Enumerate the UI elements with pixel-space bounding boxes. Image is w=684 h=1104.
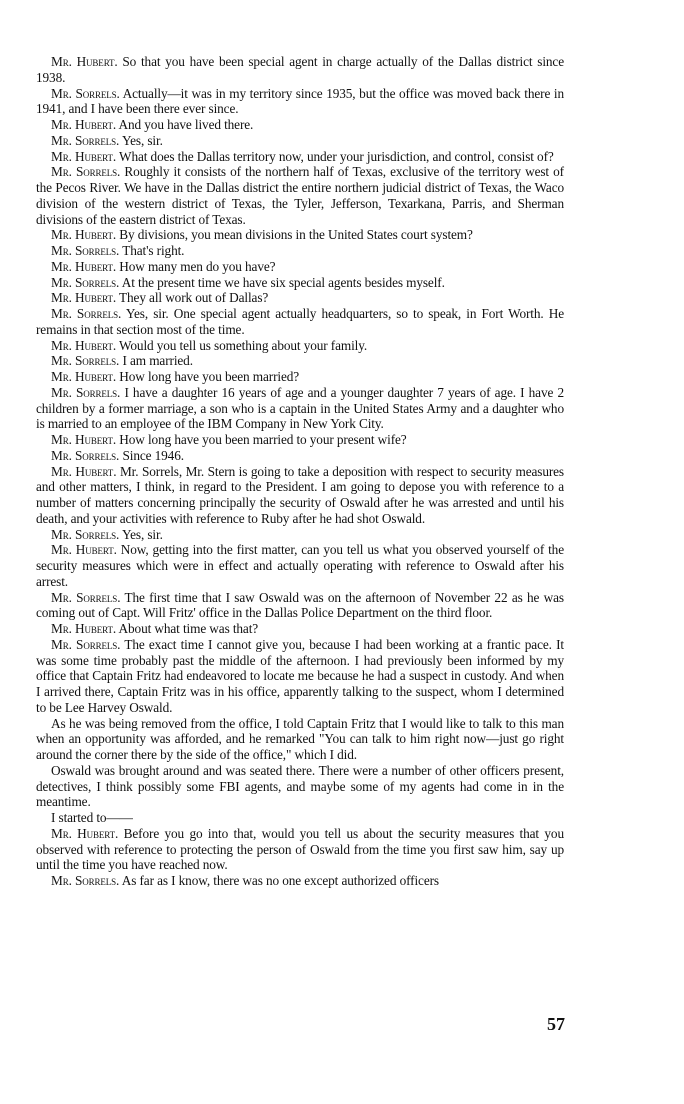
- testimony-statement: How long have you been married to your present wife?: [119, 432, 407, 447]
- testimony-paragraph: [36, 275, 564, 291]
- testimony-paragraph: [36, 164, 564, 227]
- speaker-name: Mr. Sorrels.: [51, 589, 121, 605]
- testimony-paragraph: [36, 227, 564, 243]
- testimony-statement: Yes, sir.: [121, 132, 163, 148]
- testimony-statement: Now, getting into the first matter, can you tell us what you observed yourself of the security measures which were in effect and actually operating with reference to Oswald after his arrest.: [36, 542, 564, 589]
- testimony-paragraph: [36, 149, 564, 165]
- speaker-name: Mr. Hubert.: [51, 227, 117, 243]
- speaker-name: Mr. Hubert.: [51, 825, 119, 841]
- speaker-name: Mr. Hubert.: [51, 54, 118, 69]
- testimony-statement: I am married.: [122, 353, 193, 369]
- testimony-statement: Since 1946.: [122, 447, 184, 463]
- testimony-statement: They all work out of Dallas?: [119, 290, 269, 306]
- speaker-name: Mr. Sorrels.: [51, 243, 120, 258]
- testimony-paragraph: [36, 86, 564, 118]
- speaker-name: Mr. Sorrels.: [51, 132, 120, 148]
- speaker-name: Mr. Hubert.: [51, 258, 117, 274]
- speaker-name: Mr. Hubert.: [51, 369, 117, 384]
- testimony-statement: Yes, sir. One special agent actually headquarters, so to speak, in Fort Worth. He remains in that section most of the time.: [36, 306, 564, 337]
- speaker-name: Mr. Hubert.: [51, 148, 117, 164]
- speaker-name: Mr. Sorrels.: [51, 526, 120, 542]
- testimony-statement: Yes, sir.: [121, 526, 163, 542]
- testimony-paragraph: [36, 432, 564, 448]
- speaker-name: Mr. Sorrels.: [51, 447, 120, 463]
- testimony-paragraph: [36, 385, 564, 432]
- testimony-statement: As far as I know, there was no one except authorized officers: [121, 873, 439, 888]
- testimony-paragraph: [36, 117, 564, 133]
- testimony-statement: That's right.: [122, 243, 185, 258]
- speaker-name: Mr. Sorrels.: [51, 306, 122, 321]
- testimony-statement: By divisions, you mean divisions in the United States court system?: [119, 227, 473, 243]
- testimony-paragraph: [36, 464, 564, 527]
- speaker-name: Mr. Sorrels.: [51, 274, 120, 290]
- speaker-name: Mr. Sorrels.: [51, 636, 121, 652]
- testimony-paragraph: [36, 353, 564, 369]
- testimony-statement: What does the Dallas territory now, under your jurisdiction, and control, consist of?: [119, 148, 554, 164]
- testimony-statement: As he was being removed from the office, I told Captain Fritz that I would like to talk to this man when an opportunity was afforded, and he remarked "You can talk to him right now—just go right around the corner there by the side of the office," which I did.: [36, 715, 564, 762]
- speaker-name: Mr. Sorrels.: [51, 85, 120, 101]
- testimony-text: [36, 54, 564, 889]
- testimony-paragraph: [36, 716, 564, 763]
- testimony-paragraph: [36, 306, 564, 338]
- testimony-paragraph: [36, 542, 564, 589]
- testimony-statement: Actually—it was in my territory since 1935, but the office was moved back there in 1941, and I have been there ever since.: [36, 85, 564, 117]
- testimony-paragraph: [36, 448, 564, 464]
- speaker-name: Mr. Sorrels.: [51, 873, 120, 888]
- speaker-name: Mr. Hubert.: [51, 463, 117, 479]
- testimony-paragraph: [36, 873, 564, 889]
- testimony-statement: At the present time we have six special agents besides myself.: [121, 274, 445, 290]
- speaker-name: Mr. Hubert.: [51, 290, 117, 306]
- testimony-statement: I started to——: [51, 810, 133, 825]
- testimony-statement: I have a daughter 16 years of age and a younger daughter 7 years of age. I have 2 children by a former marriage, a son who is a captain in the United States Army and a daughter who is married to an employee of the IBM Company in New York City.: [36, 384, 564, 432]
- testimony-statement: Before you go into that, would you tell us about the security measures that you observed with reference to protecting the person of Oswald from the time you first saw him, say up until the time you have reached now.: [36, 825, 564, 873]
- testimony-paragraph: [36, 369, 564, 385]
- testimony-paragraph: [36, 133, 564, 149]
- testimony-paragraph: [36, 826, 564, 873]
- testimony-paragraph: [36, 527, 564, 543]
- speaker-name: Mr. Hubert.: [51, 542, 117, 558]
- testimony-statement: How many men do you have?: [119, 258, 276, 274]
- testimony-paragraph: [36, 621, 564, 637]
- testimony-paragraph: [36, 763, 564, 810]
- testimony-statement: The first time that I saw Oswald was on the afternoon of November 22 as he was coming out of Capt. Will Fritz' office in the Dallas Police Department on the third floor.: [36, 589, 564, 621]
- testimony-statement: And you have lived there.: [118, 117, 254, 132]
- testimony-statement: How long have you been married?: [119, 369, 300, 384]
- speaker-name: Mr. Sorrels.: [51, 384, 121, 400]
- speaker-name: Mr. Hubert.: [51, 117, 117, 132]
- testimony-statement: The exact time I cannot give you, because I had been working at a frantic pace. It was some time probably past the middle of the afternoon. I had previously been informed by my office that Captain Fritz had endeavored to locate me because he had a suspect in custody. And when I arrived there, Captain Fritz was in his office, apparently talking to the suspect, whom I determined to be Lee Harvey Oswald.: [36, 636, 564, 715]
- speaker-name: Mr. Sorrels.: [51, 353, 120, 369]
- testimony-paragraph: [36, 54, 564, 86]
- testimony-paragraph: [36, 637, 564, 716]
- testimony-paragraph: [36, 338, 564, 354]
- testimony-statement: Mr. Sorrels, Mr. Stern is going to take a deposition with respect to security measures and other matters, I think, in regard to the President. I am going to depose you with reference to a number of matters concerning principally the security of Oswald after he was arrested and until his death, and your activities with reference to Ruby after he had shot Oswald.: [36, 463, 564, 526]
- testimony-statement: About what time was that?: [118, 621, 259, 636]
- speaker-name: Mr. Hubert.: [51, 621, 117, 636]
- speaker-name: Mr. Sorrels.: [51, 164, 121, 180]
- speaker-name: Mr. Hubert.: [51, 432, 117, 447]
- testimony-statement: Would you tell us something about your family.: [119, 337, 368, 353]
- testimony-paragraph: [36, 259, 564, 275]
- testimony-paragraph: [36, 290, 564, 306]
- page-number: 57: [547, 1014, 565, 1034]
- testimony-statement: Oswald was brought around and was seated there. There were a number of other officers present, detectives, I think possibly some FBI agents, and maybe some of my agents had come in in the meantime.: [36, 762, 564, 810]
- testimony-statement: Roughly it consists of the northern half of Texas, exclusive of the territory west of the Pecos River. We have in the Dallas district the entire northern judicial district of Texas, the Waco division of the western district of Texas, the Tyler, Jefferson, Texarkana, Parris, and Sherman divisions of the eastern district of Texas.: [36, 164, 564, 227]
- testimony-statement: So that you have been special agent in charge actually of the Dallas district since 1938.: [36, 54, 564, 85]
- testimony-paragraph: [36, 590, 564, 622]
- speaker-name: Mr. Hubert.: [51, 337, 117, 353]
- testimony-paragraph: [36, 810, 564, 826]
- testimony-paragraph: [36, 243, 564, 259]
